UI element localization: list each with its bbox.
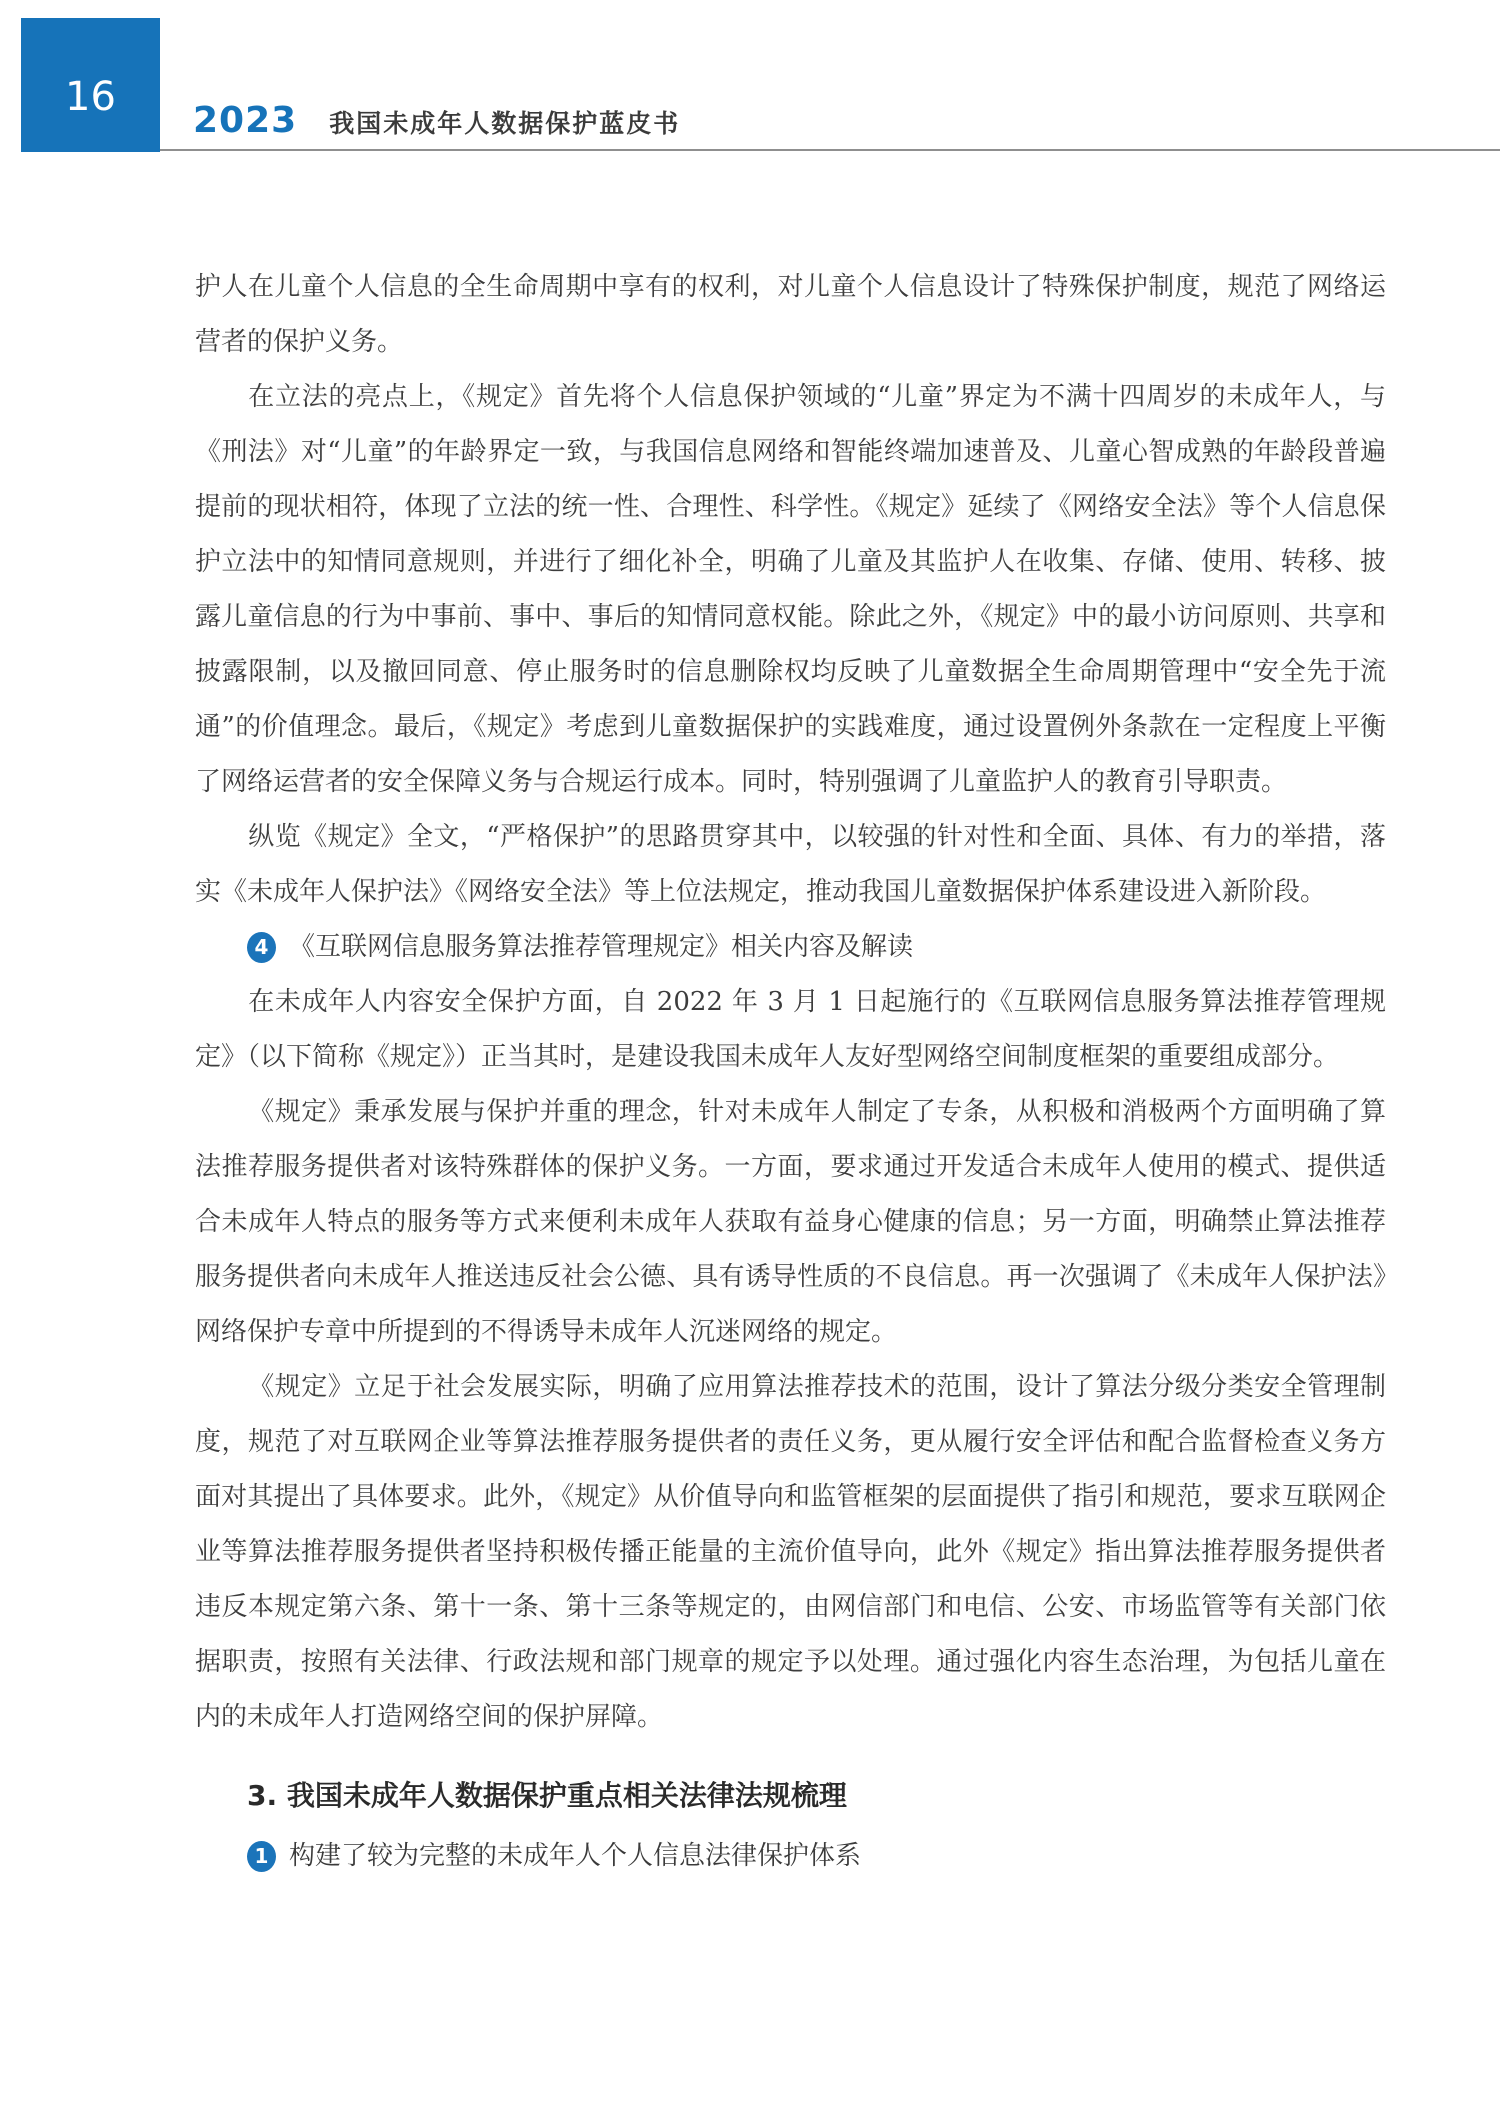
section-heading: 3. 我国未成年人数据保护重点相关法律法规梳理: [247, 1779, 847, 1812]
numbered-item-label: 构建了较为完整的未成年人个人信息法律保护体系: [289, 1840, 862, 1871]
body-paragraph: 《规定》秉承发展与保护并重的理念，针对未成年人制定了专条，从积极和消极两个方面明确了算法推荐服务提供者对该特殊群体的保护义务。一方面，要求通过开发适合未成年人使用的模式、提供适合未成年人特点的服务等方式来便利未成年人获取有益身心健康的信息；另一方面，明确禁止算法推荐服务提供者向未成年人推送违反社会公德、具有诱导性质的不良信息。再一次强调了《未成年人保护法》网络保护专章中所提到的不得诱导未成年人沉迷网络的规定。: [195, 1097, 1386, 1347]
body-paragraph: 在立法的亮点上，《规定》首先将个人信息保护领域的“儿童”界定为不满十四周岁的未成年人，与《刑法》对“儿童”的年龄界定一致，与我国信息网络和智能终端加速普及、儿童心智成熟的年龄段普遍提前的现状相符，体现了立法的统一性、合理性、科学性。《规定》延续了《网络安全法》等个人信息保护立法中的知情同意规则，并进行了细化补全，明确了儿童及其监护人在收集、存储、使用、转移、披露儿童信息的行为中事前、事中、事后的知情同意权能。除此之外，《规定》中的最小访问原则、共享和披露限制，以及撤回同意、停止服务时的信息删除权均反映了儿童数据全生命周期管理中“安全先于流通”的价值理念。最后，《规定》考虑到儿童数据保护的实践难度，通过设置例外条款在一定程度上平衡了网络运营者的安全保障义务与合规运行成本。同时，特别强调了儿童监护人的教育引导职责。: [195, 382, 1386, 797]
number-badge-icon: 1: [247, 1841, 276, 1872]
body-paragraph: 《规定》立足于社会发展实际，明确了应用算法推荐技术的范围，设计了算法分级分类安全管理制度，规范了对互联网企业等算法推荐服务提供者的责任义务，更从履行安全评估和配合监督检查义务方面对其提出了具体要求。此外，《规定》从价值导向和监管框架的层面提供了指引和规范，要求互联网企业等算法推荐服务提供者坚持积极传播正能量的主流价值导向，此外《规定》指出算法推荐服务提供者违反本规定第六条、第十一条、第十三条等规定的，由网信部门和电信、公安、市场监管等有关部门依据职责，按照有关法律、行政法规和部门规章的规定予以处理。通过强化内容生态治理，为包括儿童在内的未成年人打造网络空间的保护屏障。: [195, 1372, 1386, 1732]
numbered-item: [195, 1835, 1386, 1877]
header-rule: [160, 149, 1500, 151]
body-paragraph: 在未成年人内容安全保护方面，自 2022 年 3 月 1 日起施行的《互联网信息服务算法推荐管理规定》（以下简称《规定》）正当其时，是建设我国未成年人友好型网络空间制度框架的重要组成部分。: [195, 987, 1386, 1072]
header-year: 2023: [193, 100, 298, 141]
body-paragraph: 护人在儿童个人信息的全生命周期中享有的权利，对儿童个人信息设计了特殊保护制度，规范了网络运营者的保护义务。: [195, 272, 1386, 357]
numbered-item: [195, 920, 1386, 975]
page-number-box: [21, 18, 160, 152]
header-title: 我国未成年人数据保护蓝皮书: [329, 109, 681, 138]
running-header: [193, 100, 680, 141]
body-content: [195, 260, 1386, 1877]
number-badge-icon: 4: [247, 932, 276, 963]
numbered-item-label: 《互联网信息服务算法推荐管理规定》相关内容及解读: [289, 932, 914, 962]
body-paragraph: 纵览《规定》全文，“严格保护”的思路贯穿其中，以较强的针对性和全面、具体、有力的举措，落实《未成年人保护法》《网络安全法》等上位法规定，推动我国儿童数据保护体系建设进入新阶段。: [195, 822, 1386, 907]
page-number: 16: [65, 74, 116, 120]
